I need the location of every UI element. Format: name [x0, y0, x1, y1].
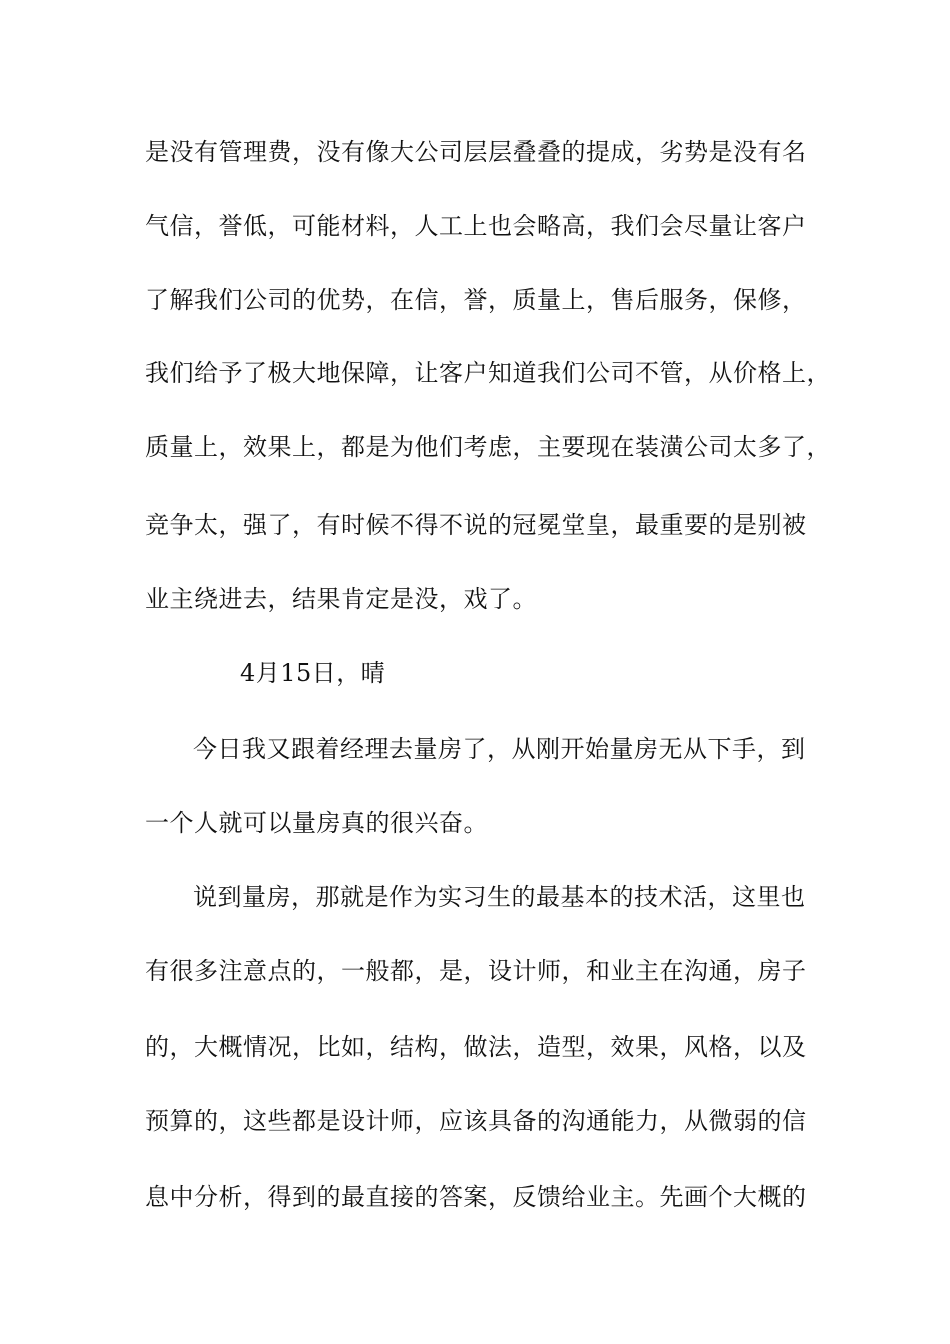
text-line: 业主绕进去，结果肯定是没，戏了。	[145, 585, 537, 613]
date-heading: 4月15日，晴	[240, 659, 386, 687]
text-line: 的，大概情况，比如，结构，做法，造型，效果，风格，以及	[145, 1033, 807, 1061]
paragraph-first-line: 说到量房，那就是作为实习生的最基本的技术活，这里也	[193, 883, 806, 911]
text-line: 质量上，效果上，都是为他们考虑，主要现在装潢公司太多了，	[145, 433, 831, 461]
text-line: 是没有管理费，没有像大公司层层叠叠的提成，劣势是没有名	[145, 138, 807, 166]
text-line: 息中分析，得到的最直接的答案，反馈给业主。先画个大概的	[145, 1183, 807, 1211]
text-line: 有很多注意点的，一般都，是，设计师，和业主在沟通，房子	[145, 957, 807, 985]
text-line: 竞争太，强了，有时候不得不说的冠冕堂皇，最重要的是别被	[145, 511, 807, 539]
text-line: 预算的，这些都是设计师，应该具备的沟通能力，从微弱的信	[145, 1107, 807, 1135]
text-line: 我们给予了极大地保障，让客户知道我们公司不管，从价格上，	[145, 359, 831, 387]
text-line: 一个人就可以量房真的很兴奋。	[145, 809, 488, 837]
text-line: 气信，誉低，可能材料，人工上也会略高，我们会尽量让客户	[145, 212, 807, 240]
text-line: 了解我们公司的优势，在信，誉，质量上，售后服务，保修，	[145, 286, 807, 314]
paragraph-first-line: 今日我又跟着经理去量房了，从刚开始量房无从下手，到	[193, 735, 806, 763]
